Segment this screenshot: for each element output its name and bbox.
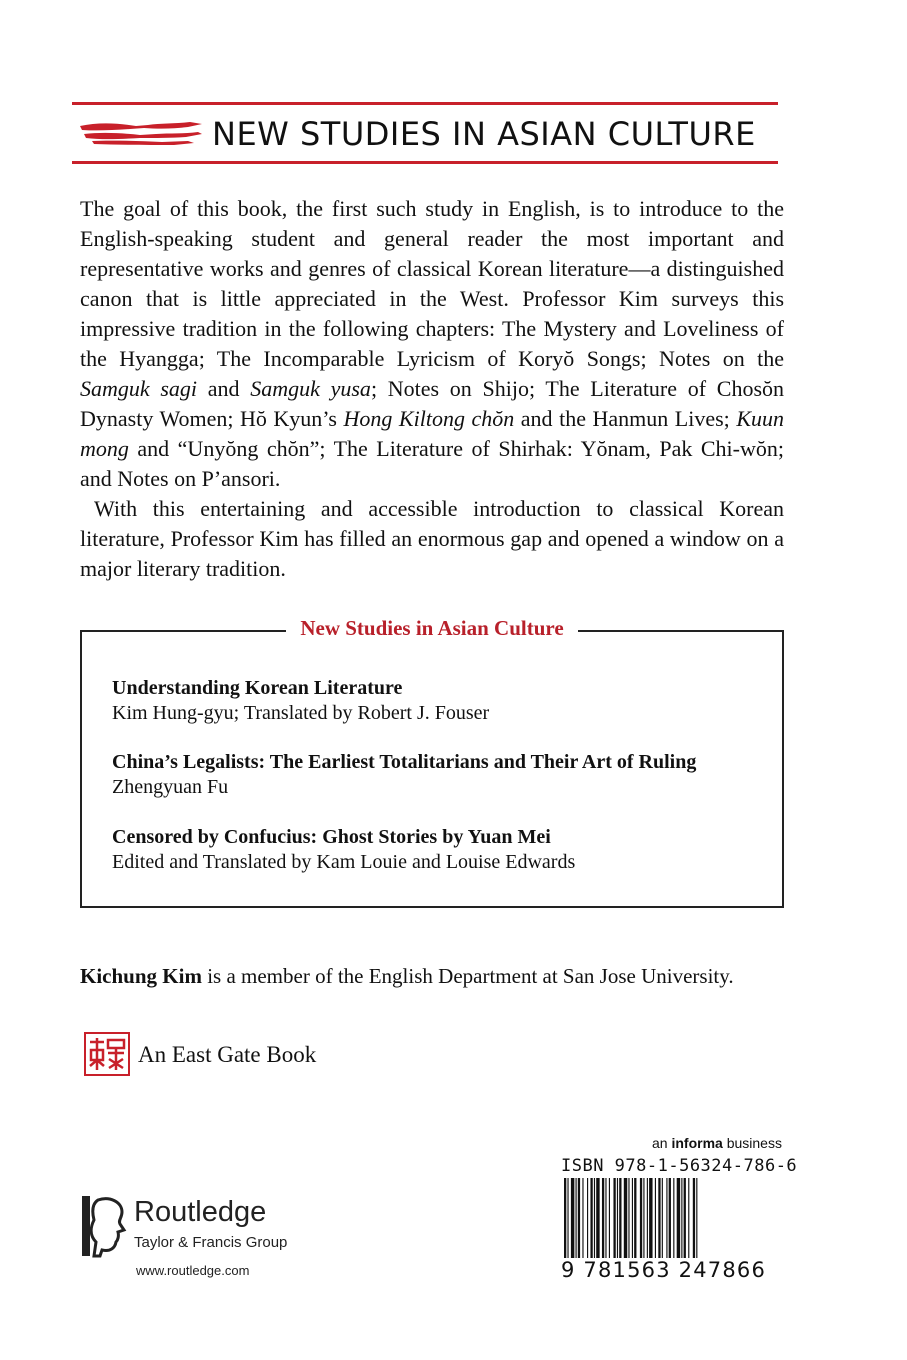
barcode-bar [696, 1178, 697, 1260]
barcode-bar [666, 1178, 667, 1260]
barcode-bar [628, 1178, 629, 1260]
barcode-bar [688, 1178, 689, 1260]
informa-post: business [722, 1135, 782, 1151]
brush-stroke-icon [78, 120, 204, 146]
italic-title: Kuun mong [80, 406, 784, 461]
entry-author: Edited and Translated by Kam Louie and Louise Edwards [112, 851, 576, 873]
publisher-url: www.routledge.com [136, 1263, 250, 1278]
description-text: and the Hanmun Lives; [514, 406, 737, 431]
series-header [72, 112, 778, 160]
barcode-bar [634, 1178, 636, 1260]
barcode-bar [567, 1178, 568, 1260]
informa-tagline [652, 1135, 782, 1151]
description-paragraph-1 [80, 194, 784, 494]
barcode-bar [640, 1178, 642, 1260]
east-gate-label: An East Gate Book [138, 1042, 317, 1067]
italic-title: Samguk sagi [80, 376, 198, 401]
entry-title: Understanding Korean Literature [112, 677, 403, 699]
series-entry [112, 825, 575, 875]
bottom-red-rule [72, 161, 778, 164]
routledge-profile-icon [82, 1196, 128, 1258]
series-list-box [80, 616, 784, 908]
description-paragraph-2: With this entertaining and accessible introduction to classical Korean literature, Professor Kim has filled an enormous gap and opened a window on a major literary tradition. [80, 496, 784, 581]
informa-brand: informa [671, 1135, 723, 1151]
barcode-bar [594, 1178, 595, 1260]
barcode-bar [655, 1178, 656, 1260]
publisher-group: Taylor & Francis Group [134, 1234, 288, 1251]
series-entry [112, 676, 489, 726]
description-text: and “Unyŏng chŏn”; The Literature of Shirhak: Yŏnam, Pak Chi-wŏn; and Notes on P’ansori. [80, 436, 784, 491]
entry-title: China’s Legalists: The Earliest Totalitarians and Their Art of Ruling [112, 751, 697, 773]
barcode-bar [693, 1178, 695, 1260]
barcode-bar [578, 1178, 580, 1260]
barcode-bar [624, 1178, 627, 1260]
description-text: The goal of this book, the first such study in English, is to introduce to the English-speaking student and general reader the most important and representative works and genres of classical Korean literature—a distinguished canon that is little appreciated in the West. Professor Kim surveys this impressive tradition in the following chapters: The Mystery and Loveliness of the Hyangga; The Incomparable Lyricism of Koryŏ Songs; Notes on the [80, 196, 784, 371]
barcode-bar [647, 1178, 648, 1260]
barcode-bar [613, 1178, 615, 1260]
series-list-title: New Studies in Asian Culture [286, 616, 577, 640]
barcode-bar [677, 1178, 680, 1260]
italic-title: Samguk yusa [250, 376, 371, 401]
description-text: ; Notes on Shijo; The Literature of Chosŏn Dynasty Women; Hŏ Kyun’s [80, 376, 785, 431]
entry-author: Kim Hung-gyu; Translated by Robert J. Fouser [112, 702, 490, 724]
barcode-bar [609, 1178, 610, 1260]
barcode-bar [605, 1178, 606, 1260]
barcode-digits: 9 781563 247866 [561, 1258, 767, 1282]
barcode-bar [632, 1178, 633, 1260]
author-bio [80, 964, 784, 989]
series-list-title-wrap [82, 616, 782, 641]
top-red-rule [72, 102, 778, 105]
italic-title: Hong Kiltong chŏn [343, 406, 515, 431]
barcode-bar [684, 1178, 686, 1260]
barcode-bar [658, 1178, 660, 1260]
east-gate-logo-icon [84, 1032, 130, 1076]
barcode-bar [673, 1178, 674, 1260]
barcode-bar [662, 1178, 663, 1260]
barcode-bar [587, 1178, 588, 1260]
barcode-bar [576, 1178, 577, 1260]
barcode-bar [649, 1178, 652, 1260]
isbn-barcode [562, 1178, 782, 1260]
barcode-bar [619, 1178, 621, 1260]
book-description [80, 194, 784, 584]
barcode-bar [564, 1178, 566, 1260]
series-entry [112, 750, 696, 800]
barcode-bar [596, 1178, 599, 1260]
entry-title: Censored by Confucius: Ghost Stories by Yuan Mei [112, 826, 551, 848]
barcode-bar [590, 1178, 592, 1260]
entry-author: Zhengyuan Fu [112, 776, 229, 798]
informa-pre: an [652, 1135, 672, 1151]
description-text: and [197, 376, 251, 401]
barcode-bar [669, 1178, 671, 1260]
barcode-bar [643, 1178, 644, 1260]
routledge-name: Routledge [134, 1196, 267, 1228]
author-bio-text: is a member of the English Department at San Jose University. [201, 964, 734, 988]
barcode-bar [582, 1178, 583, 1260]
author-name: Kichung Kim [80, 964, 202, 988]
barcode-bar [602, 1178, 604, 1260]
barcode-bar [681, 1178, 682, 1260]
barcode-bar [617, 1178, 618, 1260]
series-heading: NEW STUDIES IN ASIAN CULTURE [212, 115, 756, 153]
barcode-bar [571, 1178, 574, 1260]
isbn-text: ISBN 978-1-56324-786-6 [561, 1156, 798, 1176]
